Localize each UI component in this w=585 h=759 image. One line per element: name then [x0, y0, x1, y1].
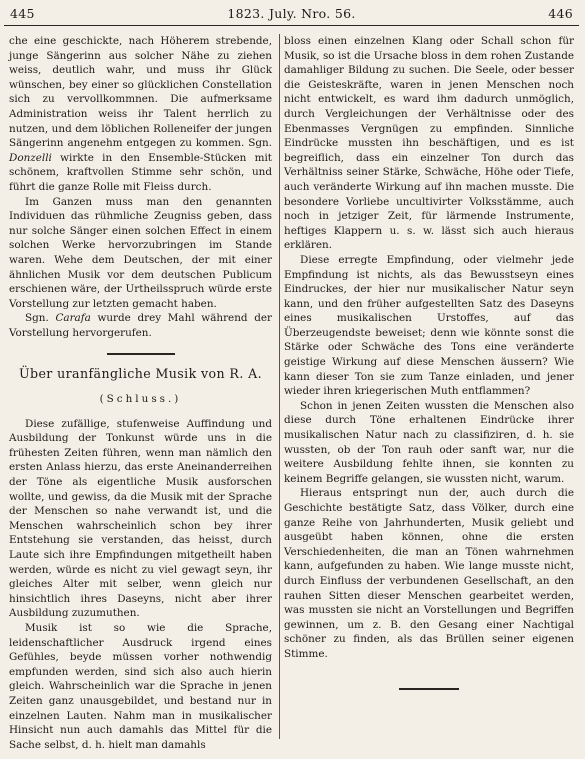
- paragraph: Diese erregte Empfindung, oder vielmehr jede Empfindung ist nichts, als das Bewusstseyn eines Eindruckes, der hier nur musikalischer Natur seyn kann, und den früher aufgestellten Satz des Daseyns eines musikalischen Urstoffes, auf das Überzeugendste beweiset; denn wie könnte sonst die Stärke oder Schwäche des Tons eine veränderte geistige Wirkung auf diese Menschen äussern? Wie kann dieser Ton sie zum Tanze einladen, und jener wieder ihren kriegerischen Muth entflammen?: [284, 253, 574, 398]
- paragraph: Hieraus entspringt nun der, auch durch die Geschichte bestätigte Satz, dass Völker, durch eine ganze Reihe von Jahrhunderten, Musik geliebt und ausgeübt haben können, ohne die ersten Verschiedenheiten, die man an Tönen wahrnehmen kann, aufgefunden zu haben. Wie lange musste nicht, durch Einfluss der verbundenen Gesellschaft, an den rauhen Sitten dieser Menschen gearbeitet werden, was mussten sie nicht an Vorstellungen und Begriffen gewinnen, um z. B. den Gesang einer Nachtigal schöner zu finden, als das Brüllen seiner eigenen Stimme.: [284, 487, 574, 660]
- section-separator: [107, 353, 175, 355]
- right-column: [284, 34, 574, 690]
- page-number-right: 446: [548, 6, 573, 21]
- paragraph: Schon in jenen Zeiten wussten die Menschen also diese durch Töne erhaltenen Eindrücke ihrer musikalischen Natur nach zu classifiziren, d. h. sie wussten, ob der Ton rauh oder sanft war, nur die weitere Ausbildung fehlte ihnen, sie konnten zu keinem Begriffe gelangen, sie wussten nicht, warum.: [284, 399, 574, 485]
- composer-name: Carafa: [55, 312, 91, 325]
- paragraph: che eine geschickte, nach Höherem strebende, junge Sängerinn aus solcher Nähe zu ziehen weiss, deutlich wahr, und muss ihr Glück wünschen, bey einer so glücklichen Constellation sich zu vervollkommnen. Die aufmerksame Administration weiss ihr Talent herrlich zu nutzen, und dem löblichen Rolleneifer der jungen Sängerinn angenehm entgegen zu kommen. Sgn. Donzelli wirkte in den Ensemble-Stücken mit schönem, kraftvollen Stimme sehr schön, und führt die ganze Rolle mit Fleiss durch.: [9, 35, 272, 193]
- section-subtitle: (Schluss.): [99, 393, 182, 406]
- header-rule: [4, 25, 579, 26]
- singer-name: Donzelli: [9, 151, 52, 164]
- running-head: 1823. July. Nro. 56.: [227, 6, 356, 21]
- section-title: Über uranfängliche Musik von R. A.: [18, 366, 263, 382]
- end-separator: [399, 688, 459, 690]
- paragraph: Diese zufällige, stufenweise Auffindung und Ausbildung der Tonkunst würde uns in die frühesten Zeiten führen, wenn man nämlich den ersten Anlass hierzu, das erste Aneinanderreihen der Töne als eigentliche Musik ausforschen wollte, und gewiss, da die Musik mit der Sprache der Menschen so nahe verwandt ist, und die Menschen wahrscheinlich schon bey ihrer Entstehung sie verstanden, das heisst, durch Laute sich ihre Empfindungen mitgetheilt haben werden, würde es nicht zu viel gewagt seyn, ihr gleiches Alter mit selber, wenn gleich nur hinsichtlich ihres Daseyns, nicht aber ihrer Ausbildung zuzumuthen.: [9, 417, 272, 620]
- paragraph: Musik ist so wie die Sprache, leidenschaftlicher Ausdruck irgend eines Gefühles, beyde müssen vorher nothwendig empfunden werden, sind sich also auch hierin gleich. Wahrscheinlich war die Sprache in jenen Zeiten ganz unausgebildet, und bestand nur in einzelnen Lauten. Nahm man in musikalischer Hinsicht nun auch damahls das Mittel für die Sache selbst, d. h. hielt man damahls: [9, 621, 272, 751]
- paragraph: Sgn. Carafa wurde drey Mahl während der Vorstellung hervorgerufen.: [9, 312, 272, 339]
- paragraph: bloss einen einzelnen Klang oder Schall schon für Musik, so ist die Ursache bloss in dem rohen Zustande damahliger Bildung zu suchen. Die Seele, oder besser die Geisteskräfte, waren in jenen Menschen noch nicht entwickelt, es ward ihm dadurch unmöglich, durch Vergleichungen der Verhältnisse oder des Ebenmasses Vergnügen zu empfinden. Sinnliche Eindrücke mussten ihn beschäftigen, und es ist begreiflich, dass ein einzelner Ton durch das Verhältniss seiner Stärke, Schwäche, Höhe oder Tiefe, auch veränderte Wirkung auf ihn machen musste. Die besondere Vorliebe uncultivirter Volksstämme, auch noch in jetziger Zeit, für lärmende Instrumente, heftiges Klappern u. s. w. lässt sich auch hieraus erklären.: [284, 35, 574, 252]
- column-divider: [279, 34, 280, 739]
- paragraph: Im Ganzen muss man den genannten Individuen das rühmliche Zeugniss geben, dass nur solche Sänger einen solchen Effect in einem solchen Werke hervorzubringen im Stande waren. Wehe dem Deutschen, der mit einer ähnlichen Musik vor dem deutschen Publicum erschienen wäre, der Urtheilsspruch würde erste Vorstellung zur letzten gemacht haben.: [9, 195, 272, 310]
- left-column: [9, 34, 272, 752]
- page-number-left: 445: [10, 6, 35, 21]
